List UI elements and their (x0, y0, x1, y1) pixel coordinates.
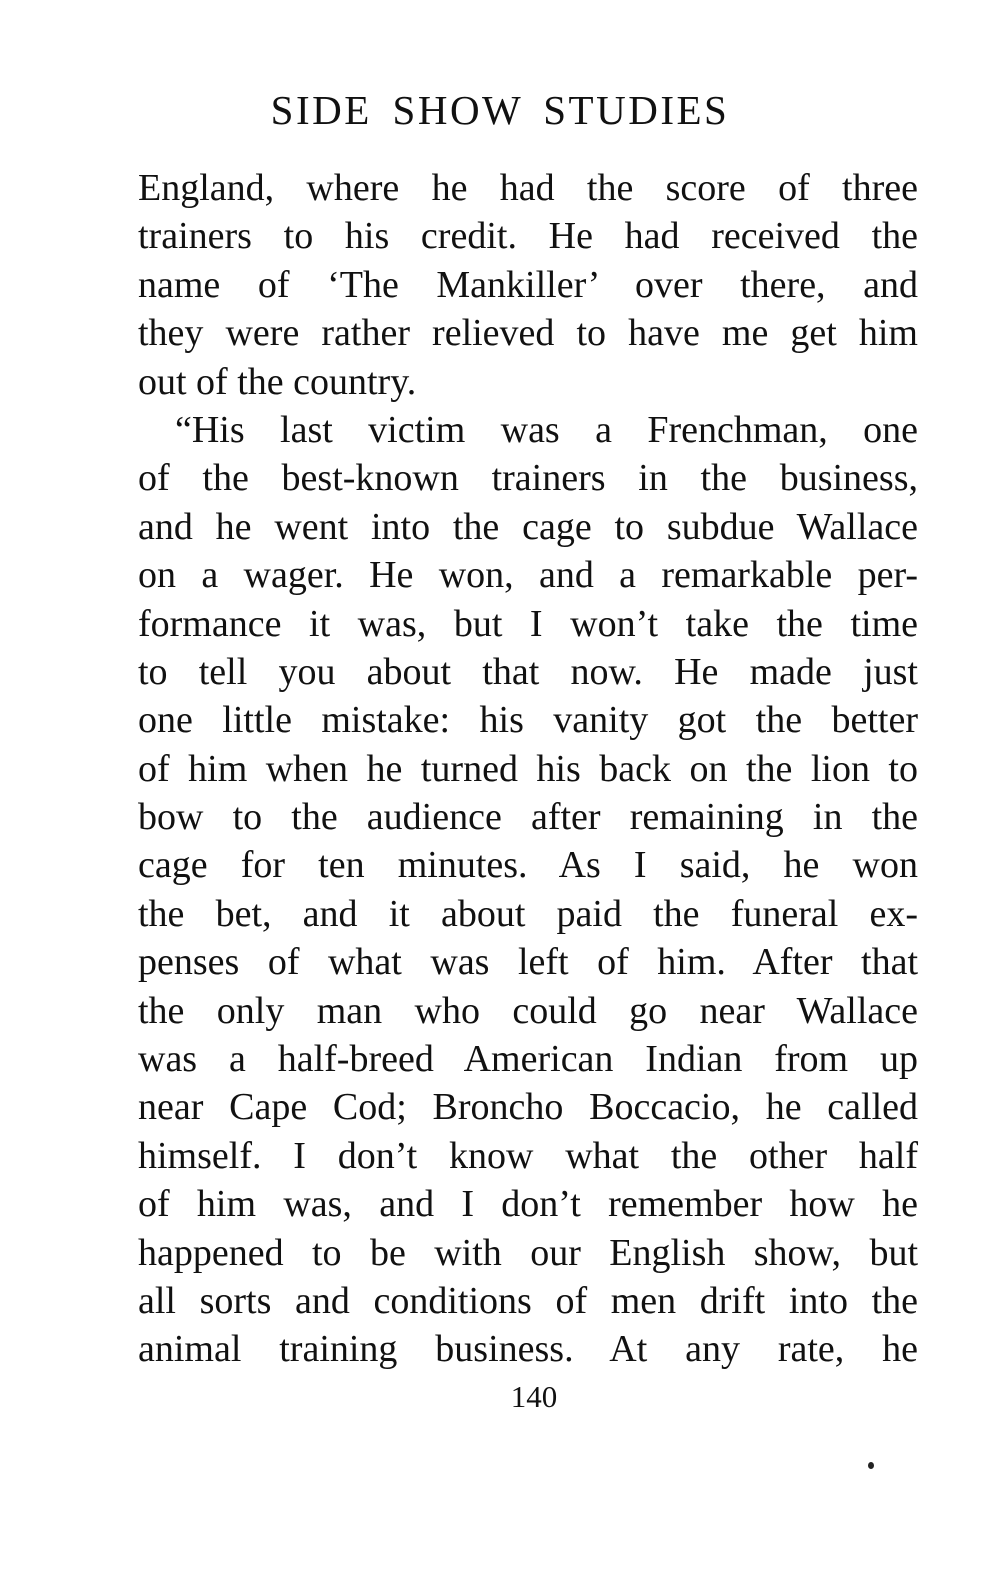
text-line: name of ‘The Mankiller’ over there, and (138, 263, 918, 306)
text-line: cage for ten minutes. As I said, he won (138, 844, 918, 887)
text-line: trainers to his credit. He had received the (138, 215, 918, 258)
text-line: of the best-known trainers in the business, (138, 457, 918, 500)
running-head: SIDE SHOW STUDIES (270, 87, 730, 133)
text-line: of him when he turned his back on the lion to (138, 747, 918, 790)
body-text (138, 164, 918, 1374)
text-line: penses of what was left of him. After that (138, 941, 918, 984)
page-number: 140 (510, 1379, 558, 1414)
ink-speck (868, 1462, 874, 1469)
text-line: to tell you about that now. He made just (138, 650, 918, 693)
text-line: on a wager. He won, and a remarkable per- (138, 554, 918, 597)
text-line: animal training business. At any rate, he (138, 1328, 918, 1371)
text-line: one little mistake: his vanity got the better (138, 699, 918, 742)
text-line: happened to be with our English show, but (138, 1231, 918, 1274)
text-line: out of the country. (138, 360, 417, 403)
text-line: formance it was, but I won’t take the time (138, 602, 918, 645)
text-line: the bet, and it about paid the funeral ex- (138, 892, 918, 935)
text-line: of him was, and I don’t remember how he (138, 1183, 918, 1226)
text-line: himself. I don’t know what the other half (138, 1134, 918, 1177)
text-line: near Cape Cod; Broncho Boccacio, he called (138, 1086, 918, 1129)
text-line: the only man who could go near Wallace (138, 989, 918, 1032)
text-line: bow to the audience after remaining in the (138, 796, 918, 839)
text-line: England, where he had the score of three (138, 167, 918, 209)
text-line: all sorts and conditions of men drift into the (138, 1279, 918, 1322)
text-line: they were rather relieved to have me get him (138, 312, 918, 355)
text-line: was a half-breed American Indian from up (138, 1038, 918, 1081)
text-line: and he went into the cage to subdue Wallace (138, 505, 918, 548)
text-line: “His last victim was a Frenchman, one (175, 408, 918, 451)
